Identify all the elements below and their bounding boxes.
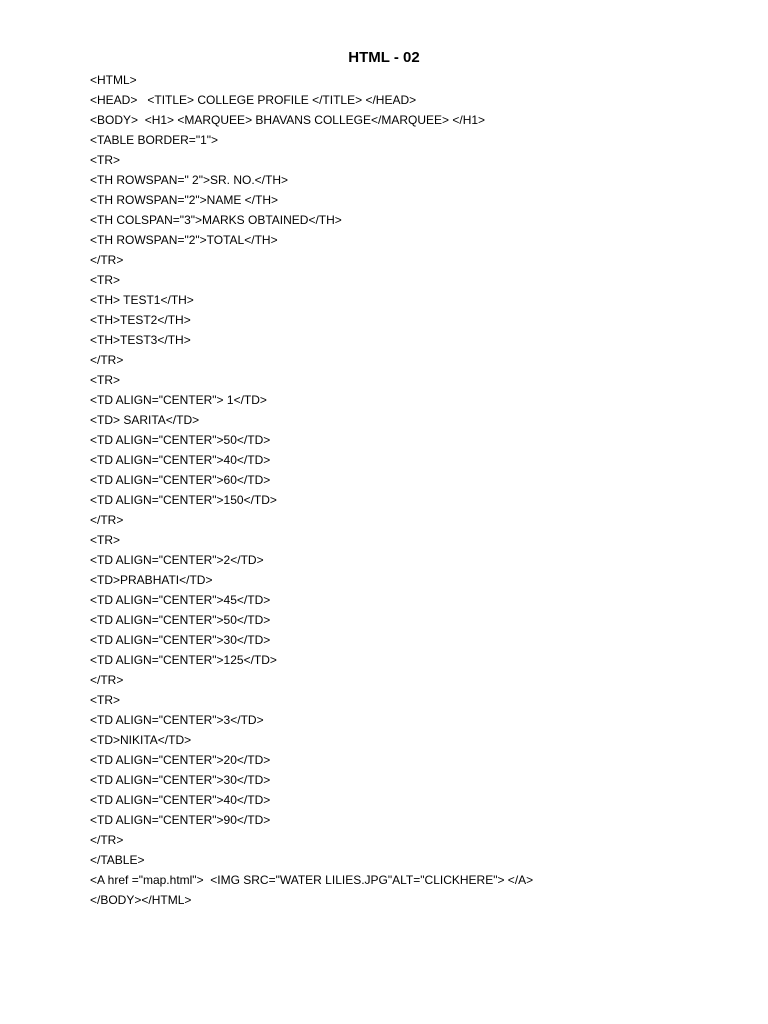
code-line: <TD ALIGN="CENTER">20</TD> xyxy=(90,753,271,767)
code-line: </TR> xyxy=(90,833,124,847)
code-line: <TD> SARITA</TD> xyxy=(90,413,200,427)
code-line: </TR> xyxy=(90,513,124,527)
code-line: <A href ="map.html"> <IMG SRC="WATER LILIES.JPG"ALT="CLICKHERE"> </A> xyxy=(90,873,534,887)
code-line: </BODY></HTML> xyxy=(90,893,192,907)
code-line: <TH> TEST1</TH> xyxy=(90,293,194,307)
code-line: <BODY> <H1> <MARQUEE> BHAVANS COLLEGE</MARQUEE> </H1> xyxy=(90,113,486,127)
code-line: <TD ALIGN="CENTER">30</TD> xyxy=(90,633,271,647)
code-line: <TR> xyxy=(90,373,121,387)
code-line: </TR> xyxy=(90,353,124,367)
code-line: <TD ALIGN="CENTER">3</TD> xyxy=(90,713,264,727)
document-title: HTML - 02 xyxy=(348,49,420,66)
code-line: <TABLE BORDER="1"> xyxy=(90,133,219,147)
code-line: <TD>NIKITA</TD> xyxy=(90,733,192,747)
code-line: </TR> xyxy=(90,673,124,687)
code-line: <TD ALIGN="CENTER">90</TD> xyxy=(90,813,271,827)
code-line: <TD ALIGN="CENTER">125</TD> xyxy=(90,653,277,667)
code-line: <TD ALIGN="CENTER">45</TD> xyxy=(90,593,271,607)
code-line: <TD ALIGN="CENTER"> 1</TD> xyxy=(90,393,267,407)
code-line: <TD ALIGN="CENTER">50</TD> xyxy=(90,613,271,627)
code-line: </TR> xyxy=(90,253,124,267)
code-line: <TH COLSPAN="3">MARKS OBTAINED</TH> xyxy=(90,213,342,227)
code-line: <TD ALIGN="CENTER">40</TD> xyxy=(90,793,271,807)
code-line: <TR> xyxy=(90,693,121,707)
code-line: <TR> xyxy=(90,153,121,167)
code-line: <TR> xyxy=(90,273,121,287)
code-line: <TH ROWSPAN="2">TOTAL</TH> xyxy=(90,233,278,247)
code-line: <TD ALIGN="CENTER">50</TD> xyxy=(90,433,271,447)
code-listing xyxy=(90,70,533,910)
code-line: <TD ALIGN="CENTER">30</TD> xyxy=(90,773,271,787)
code-line: </TABLE> xyxy=(90,853,145,867)
code-line: <TD>PRABHATI</TD> xyxy=(90,573,213,587)
code-line: <TD ALIGN="CENTER">150</TD> xyxy=(90,493,277,507)
code-line: <TH>TEST2</TH> xyxy=(90,313,191,327)
code-line: <HTML> xyxy=(90,73,137,87)
code-line: <TD ALIGN="CENTER">60</TD> xyxy=(90,473,271,487)
code-line: <TH ROWSPAN=" 2">SR. NO.</TH> xyxy=(90,173,289,187)
code-line: <TD ALIGN="CENTER">40</TD> xyxy=(90,453,271,467)
code-line: <TR> xyxy=(90,533,121,547)
code-line: <HEAD> <TITLE> COLLEGE PROFILE </TITLE> </HEAD> xyxy=(90,93,417,107)
code-line: <TH>TEST3</TH> xyxy=(90,333,191,347)
code-line: <TH ROWSPAN="2">NAME </TH> xyxy=(90,193,279,207)
code-line: <TD ALIGN="CENTER">2</TD> xyxy=(90,553,264,567)
